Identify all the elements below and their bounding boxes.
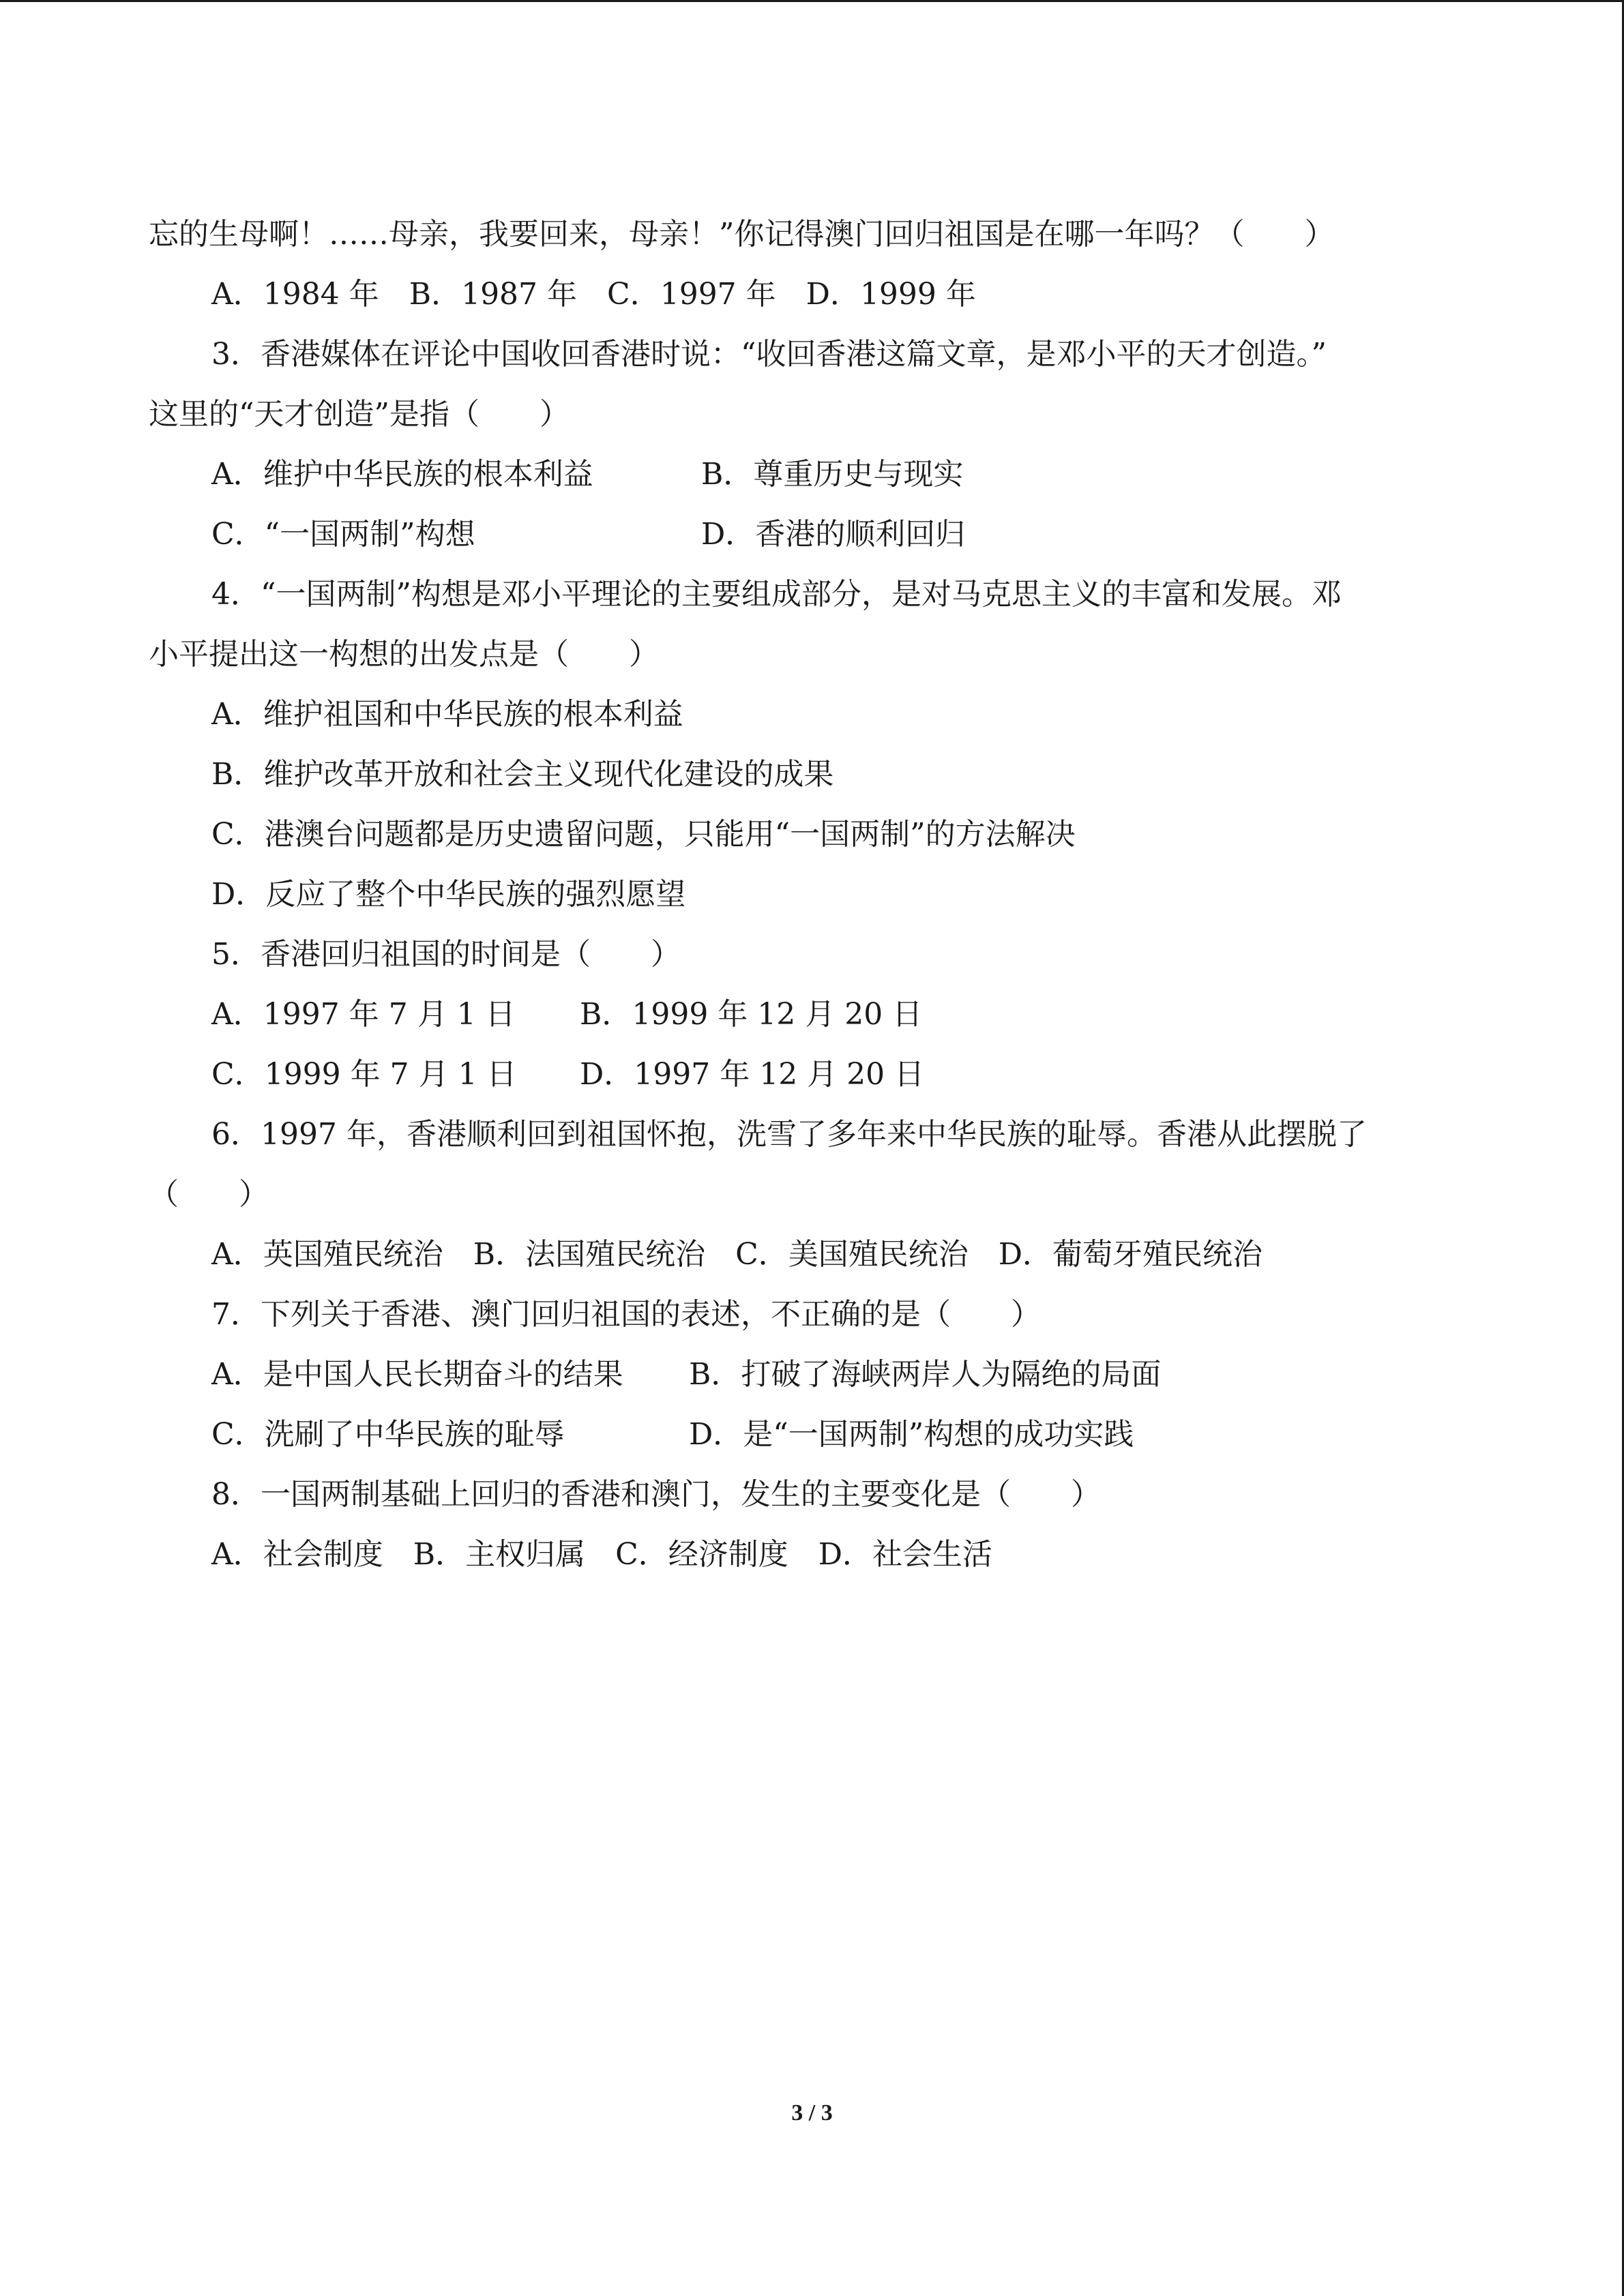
- q5-options-ab: [149, 985, 1479, 1045]
- q3-stem-line-1: 3．香港媒体在评论中国收回香港时说：“收回香港这篇文章，是邓小平的天才创造。”: [211, 337, 1327, 372]
- q5-stem: 5．香港回归祖国的时间是（ ）: [211, 937, 681, 972]
- q2-stem-continued: 忘的生母啊！……母亲，我要回来，母亲！”你记得澳门回归祖国是在哪一年吗？（ ）: [149, 217, 1335, 252]
- q5-option-d: D．1997 年 12 月 20 日: [580, 1057, 925, 1092]
- q3-option-b: B．尊重历史与现实: [701, 457, 964, 492]
- q4-stem-line-1: 4．“一国两制”构想是邓小平理论的主要组成部分，是对马克思主义的丰富和发展。邓: [211, 577, 1342, 612]
- q3-stem-line-2: 这里的“天才创造”是指（ ）: [149, 397, 570, 432]
- q6-stem-line-2: （ ）: [149, 1177, 269, 1212]
- q7-stem: 7．下列关于香港、澳门回归祖国的表述，不正确的是（ ）: [211, 1297, 1041, 1332]
- q3-option-d: D．香港的顺利回归: [701, 517, 966, 552]
- q5-option-a: A．1997 年 7 月 1 日: [211, 997, 516, 1032]
- q7-option-d: D．是“一国两制”构想的成功实践: [689, 1417, 1134, 1452]
- q7-option-c: C．洗刷了中华民族的耻辱: [211, 1417, 565, 1452]
- q3-option-a: A．维护中华民族的根本利益: [211, 457, 593, 492]
- q6-options: A．英国殖民统治 B．法国殖民统治 C．美国殖民统治 D．葡萄牙殖民统治: [211, 1237, 1263, 1272]
- q3-options-ab: [149, 445, 1479, 505]
- page-number: 3 / 3: [791, 2100, 833, 2126]
- q4-option-c: C．港澳台问题都是历史遗留问题，只能用“一国两制”的方法解决: [211, 817, 1076, 852]
- q7-options-ab: [149, 1345, 1479, 1405]
- q8-stem: 8．一国两制基础上回归的香港和澳门，发生的主要变化是（ ）: [211, 1477, 1101, 1512]
- q2-options: A．1984 年 B．1987 年 C．1997 年 D．1999 年: [211, 277, 976, 312]
- q4-option-b: B．维护改革开放和社会主义现代化建设的成果: [211, 757, 834, 792]
- q5-options-cd: [149, 1045, 1479, 1105]
- q5-option-c: C．1999 年 7 月 1 日: [211, 1057, 517, 1092]
- q7-option-b: B．打破了海峡两岸人为隔绝的局面: [689, 1357, 1162, 1392]
- q3-option-c: C．“一国两制”构想: [211, 517, 475, 552]
- q6-stem-line-1: 6．1997 年，香港顺利回到祖国怀抱，洗雪了多年来中华民族的耻辱。香港从此摆脱了: [211, 1117, 1367, 1152]
- q4-stem-line-2: 小平提出这一构想的出发点是（ ）: [149, 637, 659, 672]
- q3-options-cd: [149, 505, 1479, 565]
- q4-option-a: A．维护祖国和中华民族的根本利益: [211, 697, 683, 732]
- q5-option-b: B．1999 年 12 月 20 日: [580, 997, 923, 1032]
- q7-options-cd: [149, 1405, 1479, 1465]
- q7-option-a: A．是中国人民长期奋斗的结果: [211, 1357, 623, 1392]
- q4-option-d: D．反应了整个中华民族的强烈愿望: [211, 877, 686, 912]
- document-body: [149, 205, 1479, 1585]
- q8-options: A．社会制度 B．主权归属 C．经济制度 D．社会生活: [211, 1537, 993, 1572]
